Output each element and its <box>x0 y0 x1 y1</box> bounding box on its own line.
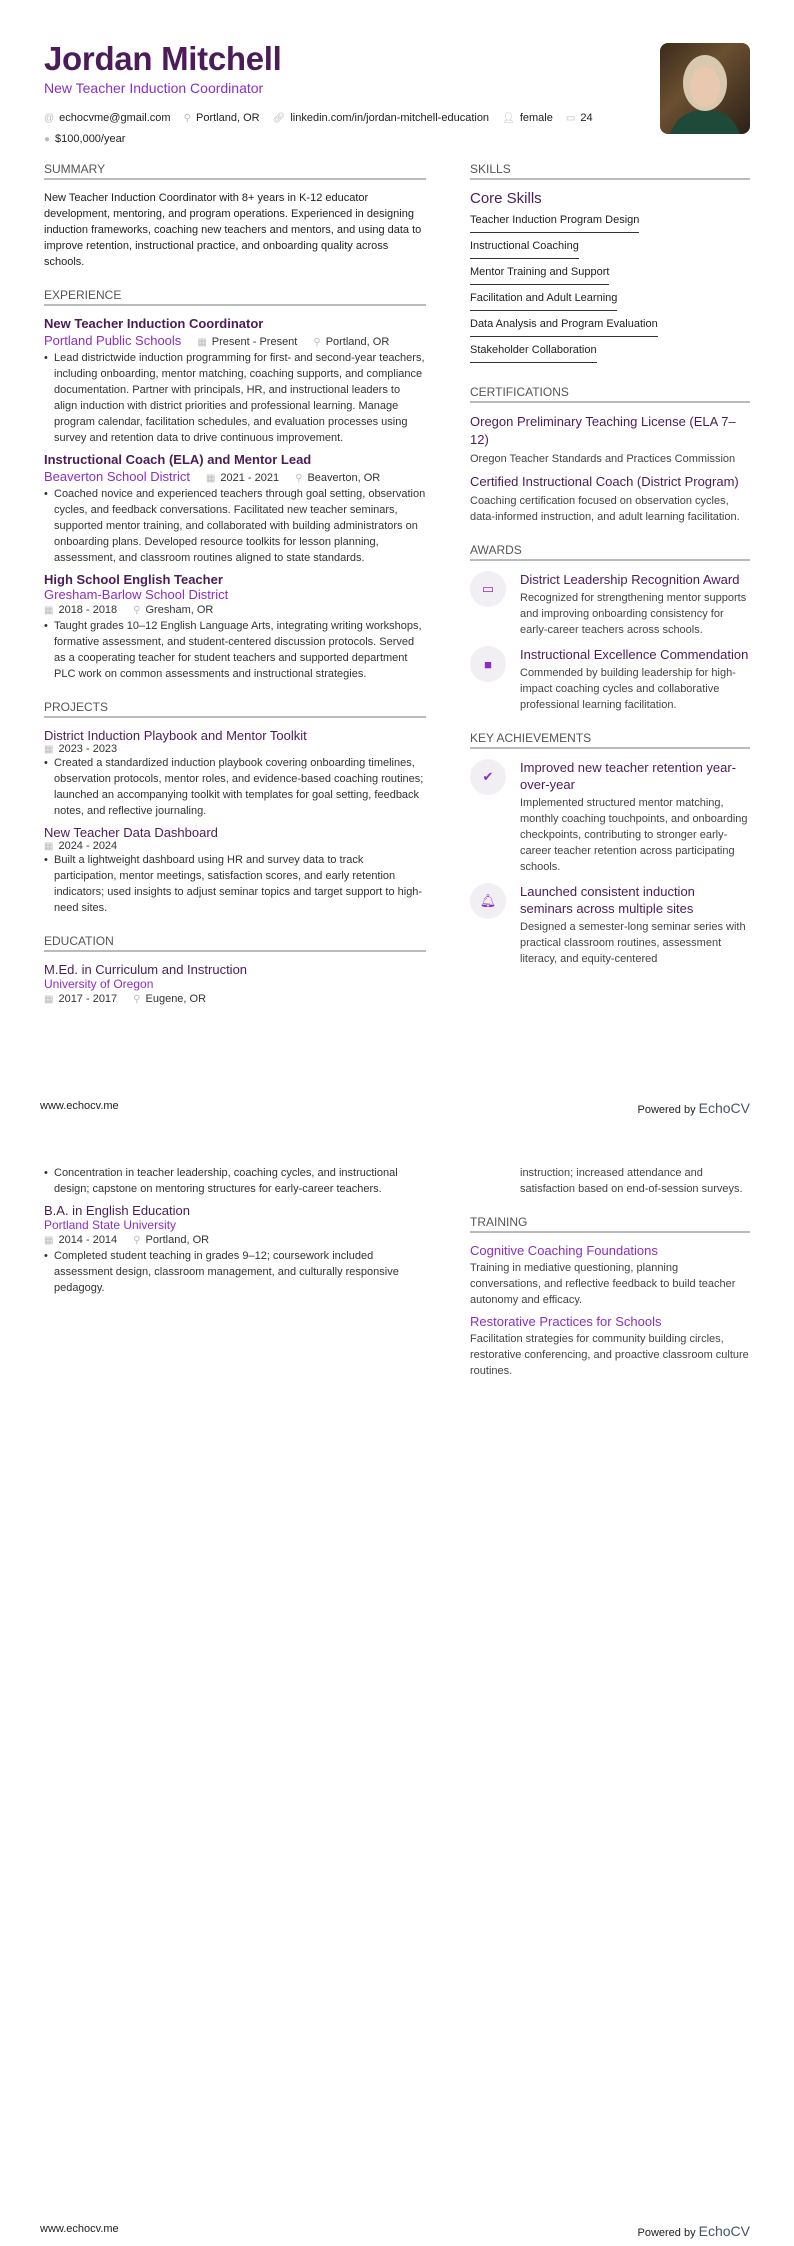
skill-item: Stakeholder Collaboration <box>470 341 597 363</box>
section-heading-skills: SKILLS <box>470 162 750 180</box>
dates: 2018 - 2018 <box>58 604 118 616</box>
candidate-title: New Teacher Induction Coordinator <box>44 80 264 96</box>
project-item <box>44 825 426 916</box>
skill-item: Mentor Training and Support <box>470 263 609 285</box>
achievement-desc-continued: instruction; increased attendance and satisfaction based on end-of-session surveys. <box>520 1167 743 1195</box>
company: Beaverton School District <box>44 469 190 484</box>
calendar-icon: ▭ <box>470 571 506 607</box>
footer-url[interactable]: www.echocv.me <box>40 1100 119 1112</box>
powered-by: Powered by <box>637 2227 696 2239</box>
degree: M.Ed. in Curriculum and Instruction <box>44 962 248 977</box>
calendar-icon: ▦ <box>197 337 207 348</box>
job-title: Instructional Coach (ELA) and Mentor Lead <box>44 452 312 467</box>
degree: B.A. in English Education <box>44 1203 190 1218</box>
left-column <box>44 162 426 1007</box>
location: Portland, OR <box>195 112 260 124</box>
skill-item: Instructional Coaching <box>470 237 579 259</box>
education-item <box>44 962 426 1005</box>
bell-icon: 🔔︎ <box>470 883 506 919</box>
experience-item <box>44 452 426 566</box>
age: 24 <box>580 112 593 124</box>
dates: Present - Present <box>211 336 298 348</box>
job-title: High School English Teacher <box>44 572 223 587</box>
school: University of Oregon <box>44 977 154 991</box>
achievement-title: Launched consistent induction seminars across multiple sites <box>520 884 695 916</box>
section-heading-experience: EXPERIENCE <box>44 288 426 306</box>
award-title: Instructional Excellence Commendation <box>520 647 749 662</box>
experience-item <box>44 316 426 446</box>
brand-logo: EchoCV <box>698 2223 750 2239</box>
profile-photo <box>660 43 750 134</box>
certification-desc: Oregon Teacher Standards and Practices Commission <box>470 453 736 465</box>
award-desc: Recognized for strengthening mentor supports and improving onboarding consistency for early-career teachers across schools. <box>520 592 747 636</box>
gender: female <box>519 112 553 124</box>
location-icon: ⚲ <box>133 605 141 616</box>
calendar-icon: ▦ <box>44 605 54 616</box>
experience-item <box>44 572 426 682</box>
calendar-icon: ▦ <box>44 744 54 755</box>
award-title: District Leadership Recognition Award <box>520 572 740 587</box>
dates: 2024 - 2024 <box>58 840 118 852</box>
bullet: • Coached novice and experienced teachers through goal setting, observation cycles, and feedback conversations. Facilitated new teacher seminars, supported mentor training, and collaborated with building administrators on onboarding plans. Developed resource toolkits for lesson planning, assessment, and classroom routines aligned to state standards. <box>44 486 426 566</box>
footer <box>40 2223 750 2239</box>
company: Gresham-Barlow School District <box>44 587 229 602</box>
email[interactable]: echocvme@gmail.com <box>59 112 171 124</box>
location: Eugene, OR <box>145 993 207 1005</box>
speech-bubble-icon: ■ <box>470 646 506 682</box>
powered-by: Powered by <box>637 1104 696 1116</box>
dates: 2014 - 2014 <box>58 1234 118 1246</box>
training-title: Cognitive Coaching Foundations <box>470 1243 658 1258</box>
achievement-title: Improved new teacher retention year-over-year <box>520 760 737 792</box>
location: Portland, OR <box>325 336 390 348</box>
section-heading-education: EDUCATION <box>44 934 426 952</box>
calendar-icon: ▭ <box>565 113 576 124</box>
bullet: • Concentration in teacher leadership, coaching cycles, and instructional design; capstone on mentoring structures for early-career teachers. <box>44 1165 426 1197</box>
location-icon: ⚲ <box>183 113 191 124</box>
certification-title: Certified Instructional Coach (District Program) <box>470 474 739 489</box>
location-icon: ⚲ <box>133 1235 141 1246</box>
achievement-desc: Designed a semester-long seminar series with practical classroom routines, assessment literacy, and equity-centered <box>520 921 746 965</box>
at-icon: @ <box>44 113 55 124</box>
bullet: • Completed student teaching in grades 9–12; coursework included assessment design, classroom management, and culturally responsive pedagogy. <box>44 1248 426 1296</box>
training-desc: Facilitation strategies for community building circles, restorative conferencing, and proactive classroom culture routines. <box>470 1333 749 1377</box>
company: Portland Public Schools <box>44 333 182 348</box>
footer-url[interactable]: www.echocv.me <box>40 2223 119 2235</box>
achievement-desc: Implemented structured mentor matching, monthly coaching touchpoints, and onboarding checkpoints, contributing to stronger early-career teacher retention across participating schools. <box>520 797 748 873</box>
section-heading-awards: AWARDS <box>470 543 750 561</box>
calendar-icon: ▦ <box>44 841 54 852</box>
brand-logo: EchoCV <box>698 1100 750 1116</box>
bullet: • Created a standardized induction playbook covering onboarding timelines, observation protocols, mentor roles, and evidence-based coaching routines; launched an accompanying toolkit with templates for goal setting, feedback notes, and reflective journaling. <box>44 755 426 819</box>
location: Portland, OR <box>145 1234 210 1246</box>
job-title: New Teacher Induction Coordinator <box>44 316 264 331</box>
education-item <box>44 1203 426 1296</box>
dates: 2021 - 2021 <box>220 472 280 484</box>
section-heading-achievements: KEY ACHIEVEMENTS <box>470 731 750 749</box>
project-item <box>44 728 426 819</box>
section-heading-projects: PROJECTS <box>44 700 426 718</box>
right-column <box>470 162 750 975</box>
section-heading-training: TRAINING <box>470 1215 750 1233</box>
skill-item: Teacher Induction Program Design <box>470 211 639 233</box>
linkedin[interactable]: linkedin.com/in/jordan-mitchell-education <box>290 112 490 124</box>
school: Portland State University <box>44 1218 177 1232</box>
award-item <box>470 646 750 713</box>
skill-item: Data Analysis and Program Evaluation <box>470 315 658 337</box>
candidate-name: Jordan Mitchell <box>44 40 282 77</box>
left-column <box>44 1165 426 1296</box>
achievement-item <box>470 883 750 967</box>
dates: 2023 - 2023 <box>58 743 118 755</box>
location-icon: ⚲ <box>313 337 321 348</box>
right-column <box>470 1165 750 1379</box>
location: Beaverton, OR <box>307 472 381 484</box>
location-icon: ⚲ <box>295 473 303 484</box>
footer <box>40 1100 750 1116</box>
salary: $100,000/year <box>55 133 126 145</box>
bullet: • Taught grades 10–12 English Language Arts, integrating writing workshops, formative assessment, and student-centered discussion protocols. Served as a cooperating teacher for student teachers and supported department PLC work on common assessments and instructional strategies. <box>44 618 426 682</box>
section-heading-summary: SUMMARY <box>44 162 426 180</box>
award-item <box>470 571 750 638</box>
skill-item: Facilitation and Adult Learning <box>470 289 617 311</box>
training-title: Restorative Practices for Schools <box>470 1314 662 1329</box>
location: Gresham, OR <box>145 604 214 616</box>
skill-group-title: Core Skills <box>470 190 542 207</box>
calendar-icon: ▦ <box>205 473 216 484</box>
bullet: • Lead districtwide induction programming for first- and second-year teachers, including onboarding, mentor matching, coaching supports, and compliance documentation. Partner with principals, HR, and instructional leaders to align induction with district priorities and professional learning. Manage program calendar, facilitation schedules, and evaluation processes using survey and retention data to drive continuous improvement. <box>44 350 426 446</box>
calendar-icon: ▦ <box>44 994 54 1005</box>
section-heading-certifications: CERTIFICATIONS <box>470 385 750 403</box>
bullet: • Built a lightweight dashboard using HR and survey data to track participation, mentor meetings, satisfaction scores, and early retention indicators; used insights to adjust seminar topics and target support to high-need sites. <box>44 852 426 916</box>
training-desc: Training in mediative questioning, planning conversations, and reflective feedback to build teacher autonomy and efficacy. <box>470 1262 736 1306</box>
contact-info <box>44 108 644 150</box>
link-icon: 🔗︎ <box>272 113 286 124</box>
dates: 2017 - 2017 <box>58 993 118 1005</box>
project-title: New Teacher Data Dashboard <box>44 825 218 840</box>
calendar-icon: ▦ <box>44 1235 54 1246</box>
project-title: District Induction Playbook and Mentor Toolkit <box>44 728 307 743</box>
achievement-item <box>470 759 750 875</box>
location-icon: ⚲ <box>133 994 141 1005</box>
check-circle-icon: ✔ <box>470 759 506 795</box>
person-icon: 👤︎ <box>502 113 515 124</box>
money-icon: ● <box>44 134 51 145</box>
page-2 <box>0 1123 794 2246</box>
certification-desc: Coaching certification focused on observation cycles, data-informed instruction, and adult learning facilitation. <box>470 495 740 523</box>
summary-text: New Teacher Induction Coordinator with 8+ years in K-12 educator development, mentoring, and program operations. Experienced in designing induction frameworks, coaching new teachers and mentors, and using data to improve retention, instructional practice, and onboarding quality across schools. <box>44 192 422 268</box>
award-desc: Commended by building leadership for high-impact coaching cycles and collaborative professional learning facilitation. <box>520 667 736 711</box>
certification-title: Oregon Preliminary Teaching License (ELA 7–12) <box>470 414 736 447</box>
